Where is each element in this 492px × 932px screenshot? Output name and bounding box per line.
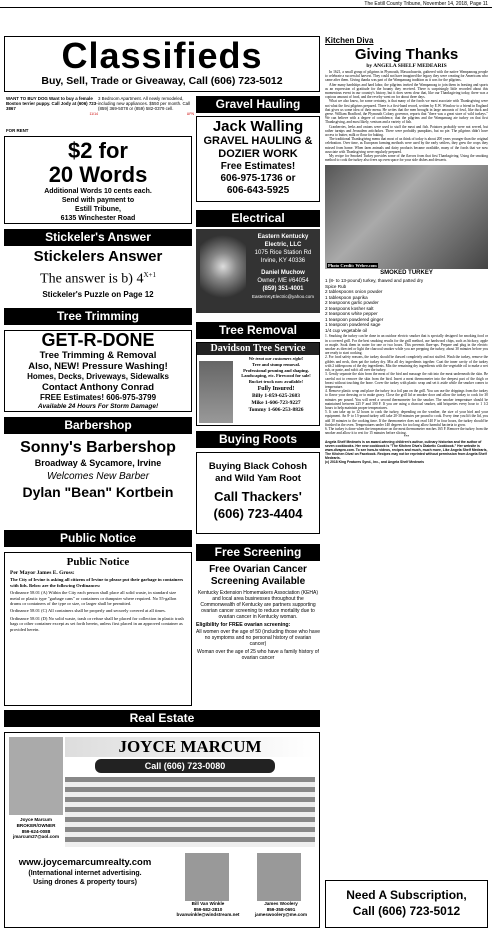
roots-phone: (606) 723-4404 — [213, 506, 303, 521]
stickeler-answer: The answer is b) $4^{X+1}$ — [40, 271, 156, 287]
twenty-words-line: Additional Words 10 cents each. — [44, 188, 152, 195]
tree-trimming-line: Available 24 Hours For Storm Damage! — [37, 403, 159, 410]
page-header: The Estill County Tribune, November 14, 2018, Page 11 — [0, 0, 492, 8]
section-free-screening: Free Screening — [196, 544, 320, 561]
electrical-ad — [196, 229, 320, 313]
recipe-title: SMOKED TURKEY — [380, 270, 433, 277]
article-title: Giving Thanks — [354, 46, 459, 63]
gravel-ad — [196, 116, 320, 202]
ingredient-item: 2 teaspoons white pepper — [325, 311, 378, 317]
james-photo — [257, 853, 301, 901]
realty-banner — [65, 737, 315, 757]
recipe-step: 5. It can take up to 12 hours to cook the turkey, depending on the weather, the size of your bird and your equipment. An 8- to 13-pound turkey will take 20-30 minutes per pound to cook. Every time you lift the lid, you add 10 minutes to the cooking time. If the thermometer does not read 140 F in four hours, the turkey should be finished in the oven. Temperatures under 140 degrees for too long allow harmful bacteria to grow. — [325, 410, 488, 427]
words-text: 20 Words — [48, 162, 148, 187]
screening-eligibility: Eligibility for FREE ovarian screening: — [196, 622, 291, 628]
roots-line: and Wild Yam Root — [215, 473, 301, 484]
screening-body: Kentucky Extension Homemakers Association (KEHA) and local area businesses throughout the Commonwealth of Kentucky are partners supporting ovarian cancer screening to reduce mortality due to ovarian cancer in Kentucky woman. — [197, 590, 319, 620]
dog-ad-code: 11/14 — [89, 111, 98, 116]
section-buying-roots: Buying Roots — [196, 431, 320, 448]
subscription-phone: Call (606) 723-5012 — [352, 904, 461, 918]
ingredient-item: 1 tablespoon paprika — [325, 294, 368, 300]
public-notice-intro: The City of Irvine is asking all citizens of Irvine to please put their garbage in containers with lids. Below are the following Ordinances: — [10, 577, 184, 588]
realty-phone-box: Call (606) 723-0080 — [95, 759, 275, 773]
stickeler-title: Stickelers Answer — [33, 248, 163, 265]
ingredient-item: 1 teaspoon powdered ginger — [325, 316, 384, 322]
subscription-ad — [325, 880, 488, 928]
screening-criterion: All women over the age of 50 (including those who have no symptoms and no personal history of ovarian cancer) — [196, 629, 320, 647]
separator: *** — [403, 435, 410, 440]
ingredient-item: 1/4 cup vegetable oil — [325, 327, 368, 333]
article-paragraph: After many hardships and hard labor, the pilgrims invited the Wampanoag to join them in feasting and sports as an expression of gratitude for the bounty they received. There is surprisingly little recorded about this momentous event in our country's history, but it does seem clear that, like our Thanksgiving today, there was a copious amount of food, and the revelry went on for about three days. — [325, 82, 488, 100]
flag-graphic — [65, 777, 315, 847]
stickeler-puzzle-ref: Stickeler's Puzzle on Page 12 — [42, 289, 154, 299]
public-notice-box — [4, 552, 192, 706]
ordinance-text: Ordinance 58.01 (C) All containers shall be properly and securely covered at all times. — [10, 608, 166, 614]
price-text: $2 for — [68, 138, 128, 163]
gravel-line: 606-643-5925 — [226, 185, 290, 196]
article-paragraph: My recipe for Smoked Turkey provides some of the flavors from that first Thanksgiving. Using the smoking method to cook the turkey also frees up oven space for your side dishes and desserts. — [325, 154, 488, 163]
section-electrical: Electrical — [196, 210, 320, 227]
kitchen-diva-column — [325, 36, 488, 876]
copyright: (c) 2018 King Features Synd., Inc., and Angela Shelf Medearis — [325, 459, 424, 464]
article-paragraph: The traditional Thanksgiving menu that most of us think of today is about 200 years younger than the original celebration. Over time, as European farming methods were used by the early settlers, they grew the crops they missed from home. When farm animals and dairy products became available, many of the foods that we now associate with Thanksgiving were regularly prepared. — [325, 137, 488, 154]
ingredient-item: 1 teaspoon powdered sage — [325, 322, 381, 328]
gravel-line: Free Estimates! — [220, 161, 296, 172]
masthead-title: Classifieds — [61, 36, 263, 76]
ingredient-item: Spice Rub — [325, 283, 347, 289]
realty-brand: JOYCE MARCUM — [118, 737, 262, 756]
section-tree-removal: Tree Removal — [196, 322, 320, 339]
davidson-text: We treat our customers right! Tree and stump removal. Professional pruning and shaping. Landscaping, etc. Firewood for sale! Bucket truck now available! Fully Insured! Billy 1-859-625-2683 Mike 1-606-723-9227 Tommy 1-606-253-8826 — [241, 356, 311, 413]
ingredient-list — [325, 278, 488, 333]
james-contact: James Woolery 859-358-0691 jameswoolery@me.com — [254, 901, 308, 918]
buying-roots-ad — [196, 452, 320, 534]
tree-trimming-line: Also, NEW! Pressure Washing! — [28, 361, 168, 372]
electrical-text: Eastern Kentucky Electric, LLC 1075 Rice Station Rd Irvine, KY 40336 Daniel Muchow Owner, ME #64054 (859) 351-4001 EasternKyElectric@yahoo.com — [251, 234, 315, 299]
tree-trimming-line: Homes, Decks, Driveways, Sidewalks — [27, 372, 169, 381]
tree-graphic — [199, 361, 233, 423]
realty-website[interactable]: www.joycemarcumrealty.com — [18, 857, 152, 868]
bill-photo — [185, 853, 229, 901]
photo-credit: Photo Credit: Webrr.com — [328, 263, 377, 269]
public-notice-by: Per Mayor James E. Gross: — [10, 570, 75, 576]
public-notice-title: Public Notice — [66, 556, 130, 568]
ordinance-text: Ordinance 58.01 (D) No solid waste, trash or refuse shall be placed for collection in plastic trash bags or other container except as set forth herein, unless first placed in an approved container as provided herein. — [10, 615, 184, 632]
masthead-subtitle: Buy, Sell, Trade or Giveaway, Call (606) 723-5012 — [41, 75, 283, 87]
recipe-step: 6. The turkey is done when the temperature on the meat thermometer reaches 165 F. Remove the turkey from the smoker and allow it to rest for 15 minutes before slicing. — [325, 426, 488, 436]
ingredient-item: 2 teaspoons kosher salt — [325, 305, 374, 311]
ingredient-item: 2 teaspoons garlic powder — [325, 300, 379, 306]
recipe-step: 4. Remove plastic wrap and place the turkey in a foil pan on the grill. You can use the drippings from the turkey to flavor your dressing or to make gravy. Close the grill lid or smoker door and allow the turkey to cook for 30 minutes per pound. You will need a second thermometer for the smoker. The smoker temperature should be maintained between 225 F and 300 F. If you are using a charcoal smoker, add briquettes every hour to 1 1/2 hours to help maintain proper temperatures. — [325, 389, 488, 410]
get-r-done-name: GET-R-DONE — [41, 330, 155, 350]
twenty-words-line: 6135 Winchester Road — [60, 215, 136, 222]
joyce-contact: Joyce Marcum BROKER/OWNER 859-624-0088 jmarcum27@aol.com — [12, 817, 60, 840]
davidson-tree-ad — [196, 342, 320, 426]
apartment-ad-code: UFN — [186, 111, 194, 116]
barbershop-name: Sonny's Barbershop — [20, 439, 176, 456]
section-tree-trimming: Tree Trimming — [4, 308, 192, 325]
author-bio: Angela Shelf Medearis is an award-winning children's author, culinary historian and the author of seven cookbooks. Her new cookbook is "The Kitchen Diva's Diabetic Cookbook." Her website is www.divapro.com. To see how-to videos, recipes and much, much more, Like Angela Shelf Medearis, The Kitchen Diva! on Facebook. Recipes may not be reprinted without permission from Angela Shelf Medearis. — [325, 439, 488, 460]
recipe-step: 1. Smoking the turkey can be done in an outdoor electric smoker that is specially designed for smoking food or in a covered grill. For the best smoking results for the grill method, use hardwood chips, such as hickory, apple or maple. Soak them in water for one or two hours. This prevents flare-ups. Prepare and plug in the electric smoker as directed or light the charcoal smoker while you are prepping the turkey, about 30 minutes before you are ready to start cooking. — [325, 334, 488, 356]
subscription-line: Need A Subscription, — [346, 888, 467, 902]
screening-title: Free Ovarian Cancer Screening Available — [209, 564, 307, 587]
twenty-words-line: Send with payment to — [61, 197, 135, 204]
ordinance-text: Ordinance 58.01 (A) Within the City each person shall place all solid waste, in standard size metal or plastic type "garbage cans" or containers or dumpster where required. No 55-gallon drums or containers of the type or size, or larger shall be permitted. — [10, 590, 177, 606]
article-paragraph: Cranberries, leeks and onions were used to stuff the meat and fish. Potatoes probably were not served, but rather turnips and Jerusalem artichokes. There were probably pumpkins, but no pie. The pilgrims didn't have access to butter, milk or flour for baking. — [325, 124, 488, 138]
screening-criterion: Woman over the age of 25 who have a family history of ovarian cancer — [197, 649, 319, 661]
section-public-notice: Public Notice — [4, 530, 192, 547]
barbershop-line: Welcomes New Barber — [46, 471, 150, 482]
section-stickeler: Stickeler's Answer — [4, 229, 192, 246]
article-paragraph: In 1621, a small group of pilgrims in Plymouth, Massachusetts, gathered with the native Wampanoag people to celebrate a successful harvest. They could not have imagined the legacy they were creating for Americans who came after them. Giving thanks was part of the Wampanoag tradition as it was for the pilgrims. — [325, 70, 488, 83]
davidson-name: Davidson Tree Service — [197, 343, 319, 355]
turkey-photo — [325, 165, 488, 269]
barbershop-ad — [4, 438, 192, 506]
section-gravel-hauling: Gravel Hauling — [196, 96, 320, 113]
section-barbershop: Barbershop — [4, 417, 192, 434]
real-estate-ad — [4, 732, 320, 928]
realty-web-block: www.joycemarcumrealty.com (International internet advertising. Using drones & property tours) — [7, 857, 163, 887]
barbershop-line: Broadway & Sycamore, Irvine — [34, 458, 162, 468]
ingredient-item: 2 tablespoons onion powder — [325, 289, 383, 295]
for-rent-label: FOR RENT — [6, 128, 29, 133]
barbershop-line: Dylan "Bean" Kortbein — [22, 484, 174, 500]
article-paragraph: What we also know, for some certainty, is that many of the foods we most associate with Thanksgiving were not what the first pilgrims prepared. There is a first-hand record, written by E.W. Winslow to a friend in England that gives us some idea of their menu. He writes that the men brought in large amounts of fowl, like duck and geese. William Bradford, the Plymouth Colony governor, reports that "there was a great store of wild turkeys." We can believe with a degree of confidence, that the pilgrims and the Wampanoag ate turkey on that first Thanksgiving, and most likely, venison and a variety of fish. — [325, 99, 488, 125]
section-real-estate: Real Estate — [4, 710, 320, 727]
tree-trimming-line: Contact Anthony Conrad — [41, 382, 155, 393]
gravel-line: 606-975-1736 or — [220, 173, 296, 184]
recipe-step: 2. For food safety reasons, the turkey should be thawed completely and not stuffed. Wash the turkey, remove the giblets and neck, then pat the turkey dry. Mix all dry ingredients together. Coat the inner cavity of the turkey with 2 tablespoons of the dry ingredients. Mix the remaining dry ingredients with the vegetable oil to make a wet rub, or paste, and rub it all over the turkey. — [325, 355, 488, 373]
roots-line: Call Thackers' — [214, 489, 302, 504]
tree-trimming-line: FREE Estimates! 606-975-3799 — [39, 393, 157, 402]
article-byline: by ANGELA SHELF MEDEARIS — [366, 63, 447, 69]
get-r-done-ad — [4, 330, 192, 412]
gravel-line: DOZIER WORK — [218, 148, 298, 160]
dog-ad: WANT TO BUY DOG Want to buy a female Boston terrier puppy. Call Jody at (606) 723-3867 11/14 — [6, 96, 98, 116]
bill-contact: Bill Van Winkle 859-582-2810 bvanwinkle@windstream.net — [176, 901, 240, 918]
recipe-step: 3. Gently separate the skin from the meat of the bird and massage the rub into the meat underneath the skin. Be careful not to remove the skin from the bird. Insert a meat thermometer into the deepest part of the thigh or breast without touching the bone. Cover the turkey with plastic wrap and set it aside while the smoker comes to temperature. — [325, 372, 488, 389]
twenty-words-line: Estill Tribune, — [75, 206, 121, 213]
screening-ad — [196, 564, 320, 682]
tree-trimming-line: Tree Trimming & Removal — [39, 350, 157, 361]
gravel-line: GRAVEL HAULING & — [203, 135, 313, 147]
twenty-words-ad — [4, 136, 192, 224]
ingredient-item: 1 (8- to 13-pound) turkey, thawed and patted dry — [325, 278, 424, 284]
gravel-line: Jack Walling — [212, 118, 304, 135]
kitchen-label: Kitchen Diva — [325, 36, 374, 45]
bulb-graphic — [200, 235, 246, 305]
joyce-photo — [9, 737, 63, 815]
classifieds-masthead — [4, 36, 320, 92]
apartment-ad: 3 Bedroom Apartment. All newly remodeled, including new appliances. $550 per month. Call (859) 369-5078 or (859) 582-0379 cell. UFN — [98, 96, 194, 116]
roots-line: Buying Black Cohosh — [208, 461, 308, 472]
stickeler-answer-box — [4, 248, 192, 306]
